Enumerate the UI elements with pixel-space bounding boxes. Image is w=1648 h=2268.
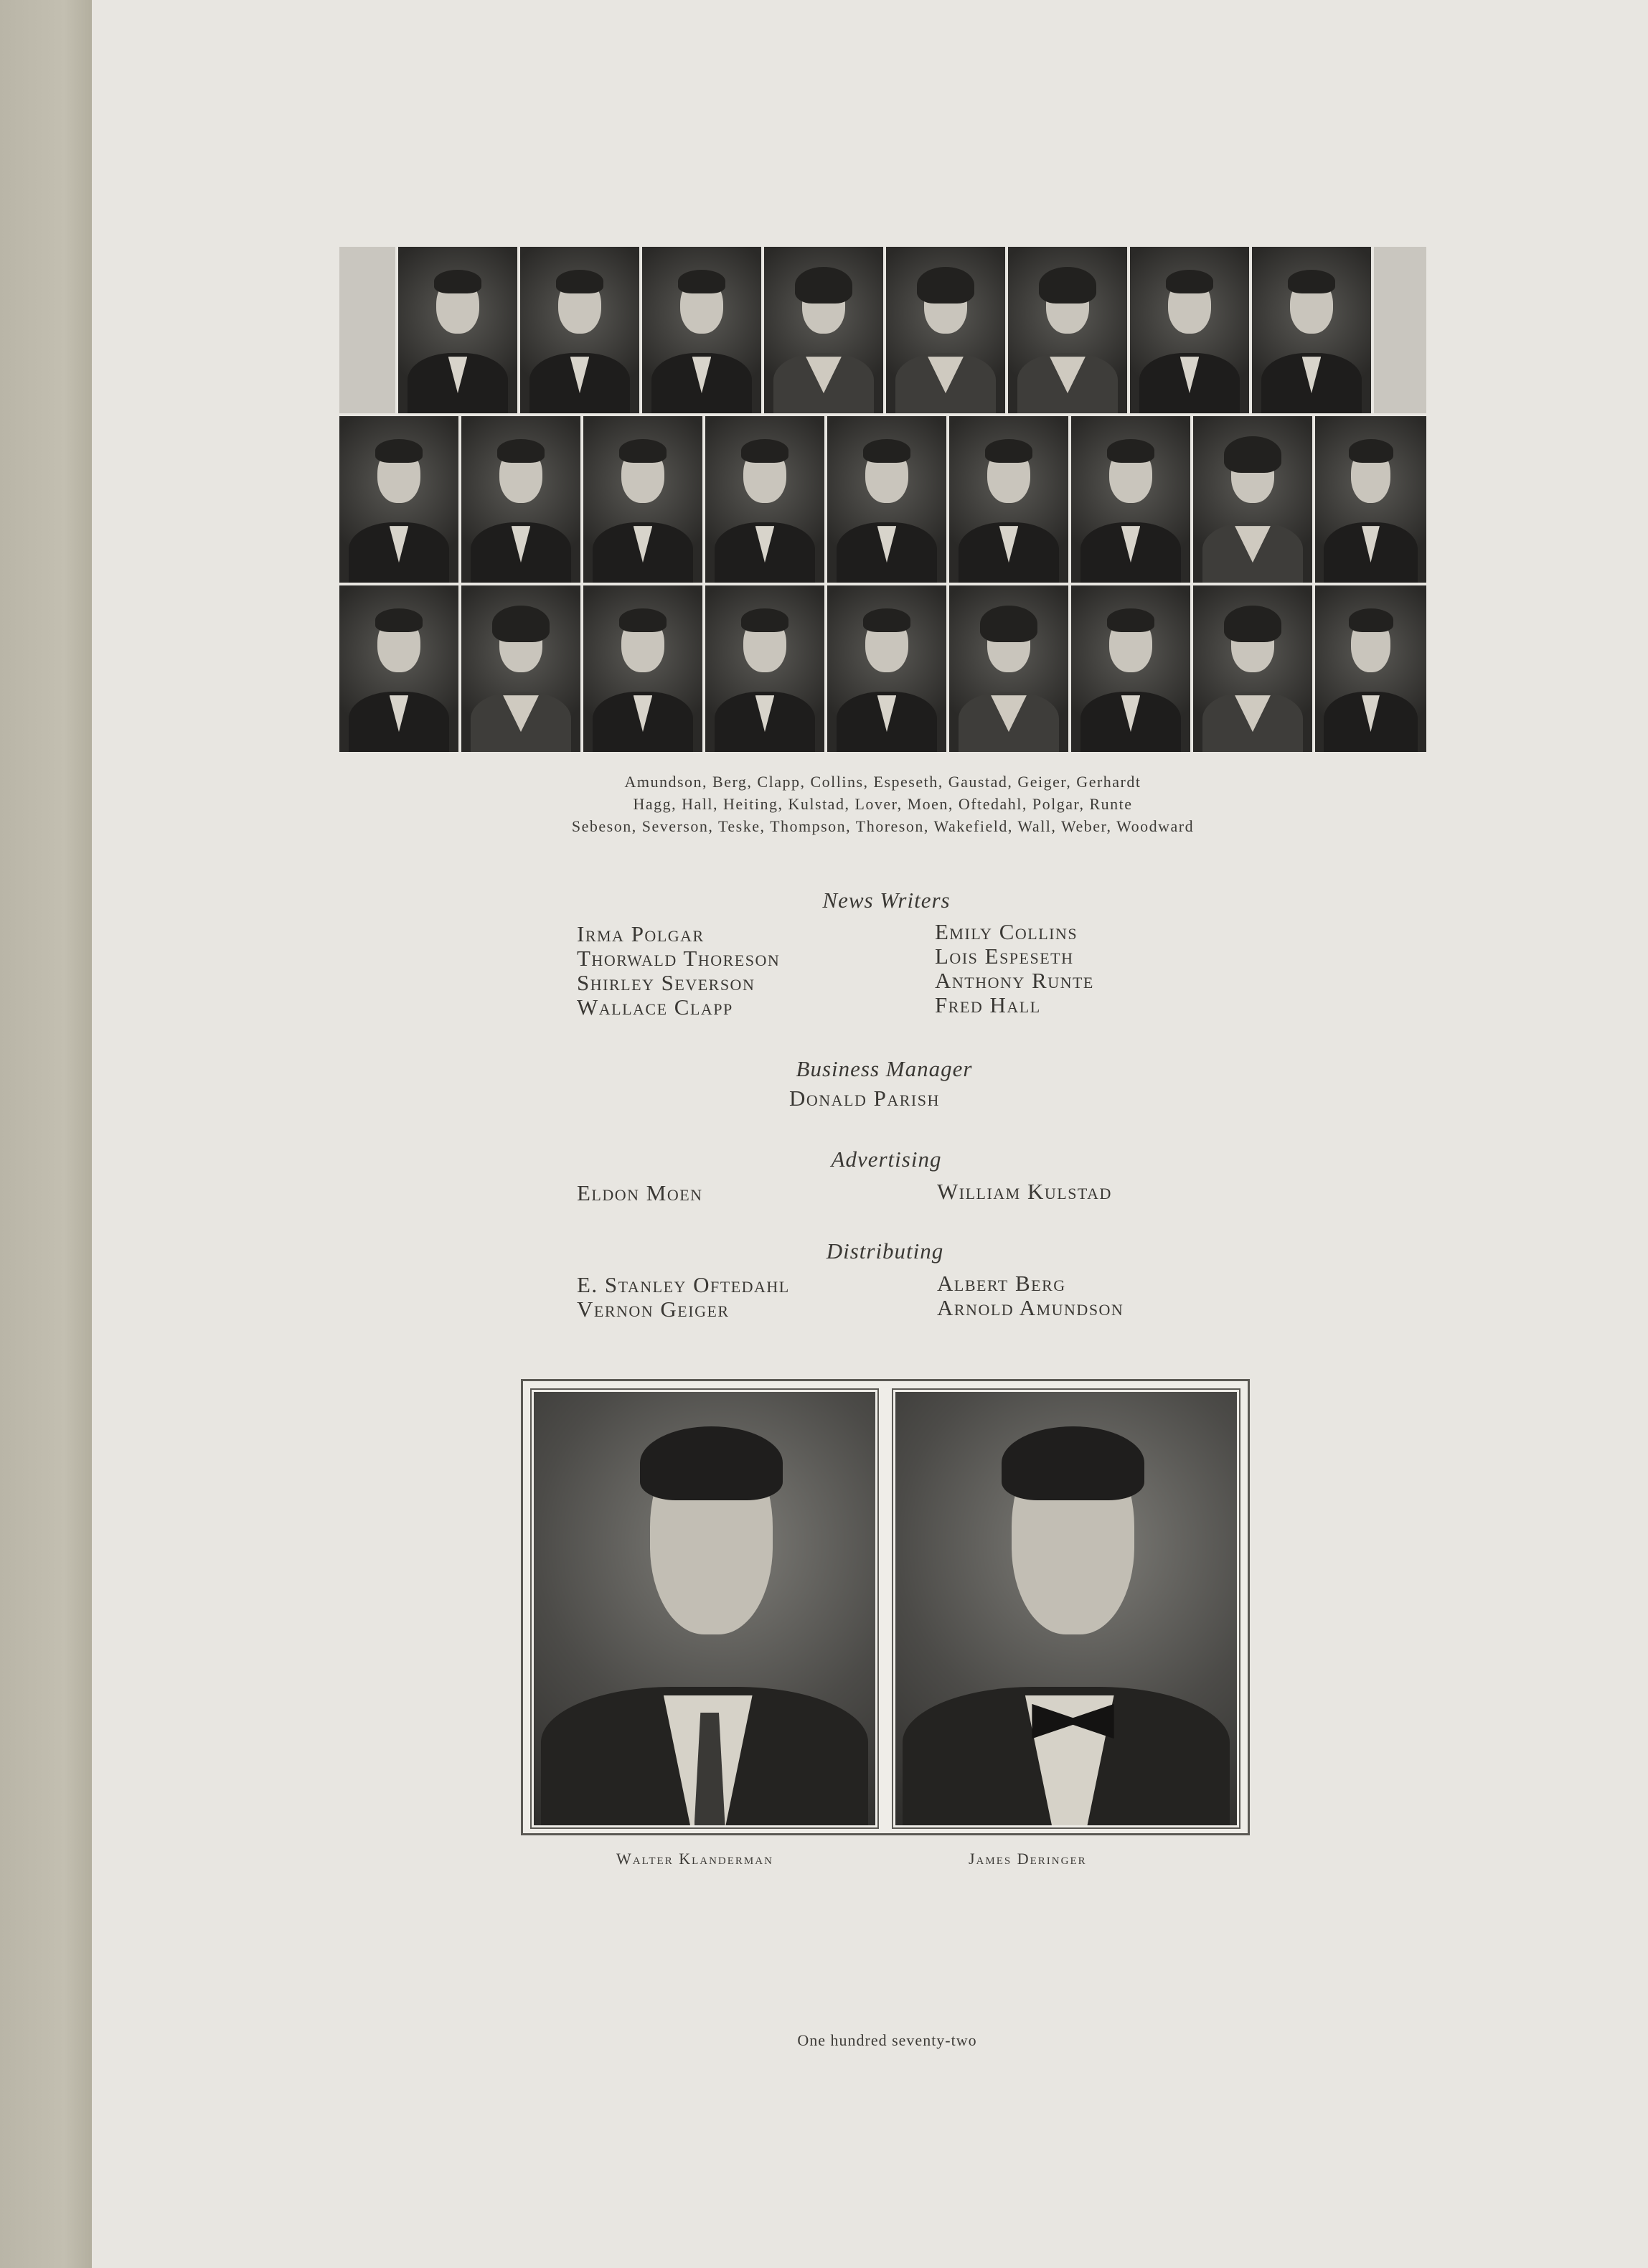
distributing-name: Albert Berg — [937, 1271, 1066, 1296]
student-photo — [520, 247, 642, 413]
news-writer-name: Shirley Severson — [577, 970, 755, 995]
group-photo-grid — [339, 247, 1426, 752]
student-photo — [827, 416, 949, 583]
editor-portraits-frame — [521, 1379, 1250, 1835]
student-photo — [705, 585, 827, 752]
distributing-heading: Distributing — [826, 1238, 944, 1264]
news-writer-name: Fred Hall — [935, 992, 1041, 1017]
news-writers-heading: News Writers — [822, 888, 951, 913]
student-photo — [1130, 247, 1252, 413]
distributing-name: Arnold Amundson — [937, 1295, 1124, 1320]
student-photo — [1315, 416, 1426, 583]
student-photo — [1008, 247, 1130, 413]
student-photo — [461, 585, 583, 752]
student-photo — [764, 247, 886, 413]
distributing-name: E. Stanley Oftedahl — [577, 1272, 790, 1297]
news-writer-name: Anthony Runte — [935, 968, 1094, 993]
student-photo — [1252, 247, 1374, 413]
advertising-heading: Advertising — [831, 1147, 942, 1172]
portrait-james-deringer — [893, 1390, 1239, 1827]
news-writer-name: Lois Espeseth — [935, 944, 1074, 969]
news-writer-name: Wallace Clapp — [577, 994, 733, 1020]
student-photo — [1071, 416, 1193, 583]
group-caption-line-2: Hagg, Hall, Heiting, Kulstad, Lover, Moen, Oftedahl, Polgar, Runte — [633, 795, 1133, 813]
portrait-caption-left: Walter Klanderman — [616, 1850, 773, 1868]
portrait-walter-klanderman — [532, 1390, 877, 1827]
student-photo — [583, 585, 705, 752]
student-photo — [949, 585, 1071, 752]
student-photo — [642, 247, 764, 413]
photo-row-2 — [339, 416, 1426, 583]
advertising-name: William Kulstad — [937, 1179, 1112, 1204]
student-photo — [339, 585, 461, 752]
group-caption-line-3: Sebeson, Severson, Teske, Thompson, Thoreson, Wakefield, Wall, Weber, Woodward — [571, 817, 1195, 835]
student-photo — [827, 585, 949, 752]
news-writer-name: Irma Polgar — [577, 921, 705, 946]
photo-row-1 — [339, 247, 1426, 413]
business-manager-heading: Business Manager — [796, 1056, 973, 1081]
student-photo — [949, 416, 1071, 583]
student-photo — [583, 416, 705, 583]
distributing-name: Vernon Geiger — [577, 1297, 730, 1322]
page-number: One hundred seventy-two — [797, 2031, 977, 2049]
news-writer-name: Thorwald Thoreson — [577, 946, 781, 971]
photo-filler — [339, 247, 398, 413]
portrait-caption-right: James Deringer — [969, 1850, 1087, 1868]
student-photo — [398, 247, 520, 413]
student-photo — [705, 416, 827, 583]
photo-filler — [1374, 247, 1426, 413]
business-manager-name: Donald Parish — [789, 1086, 940, 1111]
student-photo — [1193, 585, 1315, 752]
advertising-name: Eldon Moen — [577, 1180, 703, 1205]
photo-row-3 — [339, 585, 1426, 752]
student-photo — [1071, 585, 1193, 752]
student-photo — [886, 247, 1008, 413]
news-writer-name: Emily Collins — [935, 919, 1078, 944]
student-photo — [461, 416, 583, 583]
student-photo — [1193, 416, 1315, 583]
group-caption-line-1: Amundson, Berg, Clapp, Collins, Espeseth, Gaustad, Geiger, Gerhardt — [624, 773, 1141, 791]
binding-spine — [0, 0, 92, 2268]
student-photo — [1315, 585, 1426, 752]
student-photo — [339, 416, 461, 583]
